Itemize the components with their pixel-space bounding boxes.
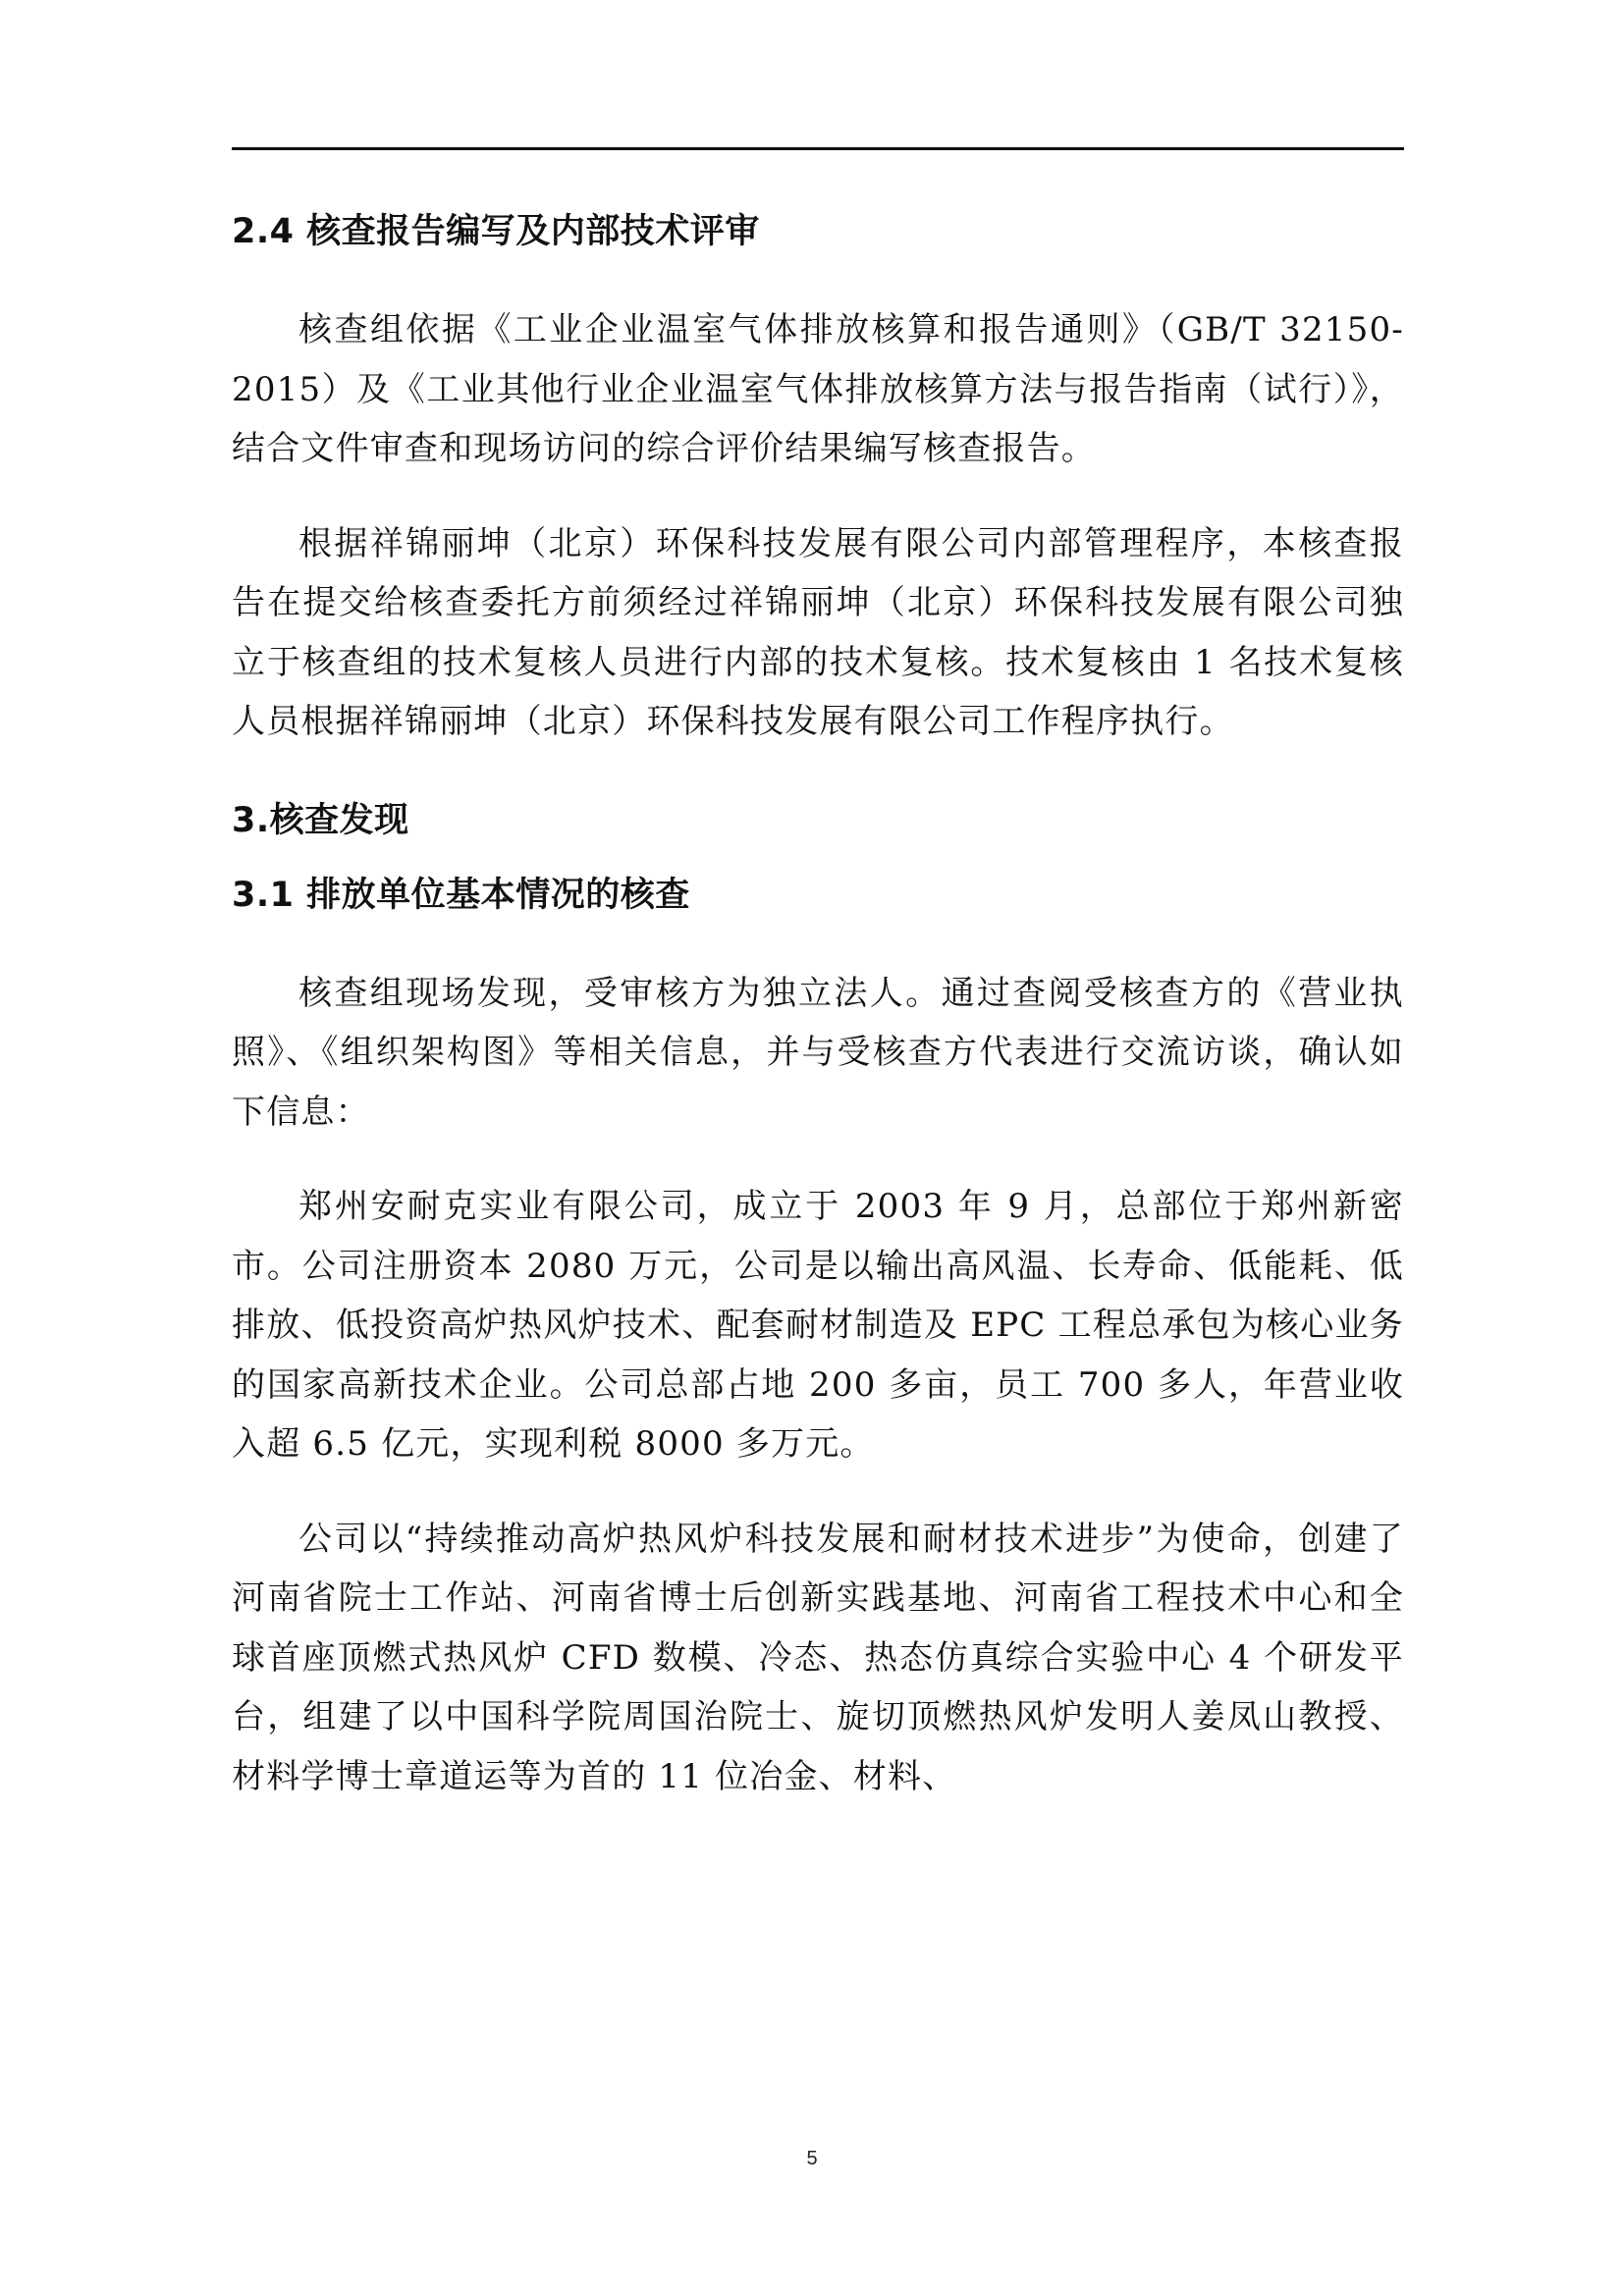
- document-body: [232, 192, 1404, 1842]
- paragraph: 根据祥锦丽坤（北京）环保科技发展有限公司内部管理程序，本核查报告在提交给核查委托方前须经过祥锦丽坤（北京）环保科技发展有限公司独立于核查组的技术复核人员进行内部的技术复核。技术复核由 1 名技术复核人员根据祥锦丽坤（北京）环保科技发展有限公司工作程序执行。: [232, 523, 1404, 741]
- section-heading-3-1: 3.1 排放单位基本情况的核查: [232, 875, 690, 915]
- paragraph: 郑州安耐克实业有限公司，成立于 2003 年 9 月，总部位于郑州新密市。公司注册资本 2080 万元，公司是以输出高风温、长寿命、低能耗、低排放、低投资高炉热风炉技术、配套耐材制造及 EPC 工程总承包为核心业务的国家高新技术企业。公司总部占地 200 多亩，员工 700 多人，年营业收入超 6.5 亿元，实现利税 8000 多万元。: [232, 1187, 1404, 1464]
- page-number: 5: [806, 2148, 818, 2169]
- section-heading-2-4: 2.4 核查报告编写及内部技术评审: [232, 212, 760, 251]
- header-rule: [232, 147, 1404, 150]
- paragraph: 公司以“持续推动高炉热风炉科技发展和耐材技术进步”为使命，创建了河南省院士工作站、河南省博士后创新实践基地、河南省工程技术中心和全球首座顶燃式热风炉 CFD 数模、冷态、热态仿真综合实验中心 4 个研发平台，组建了以中国科学院周国治院士、旋切顶燃热风炉发明人姜凤山教授、材料学博士章道运等为首的 11 位冶金、材料、: [232, 1519, 1404, 1796]
- paragraph: 核查组依据《工业企业温室气体排放核算和报告通则》（GB/T 32150-2015）及《工业其他行业企业温室气体排放核算方法与报告指南（试行）》，结合文件审查和现场访问的综合评价结果编写核查报告。: [232, 310, 1404, 468]
- section-heading-3: 3.核查发现: [232, 800, 409, 840]
- paragraph: 核查组现场发现，受审核方为独立法人。通过查阅受核查方的《营业执照》、《组织架构图》等相关信息，并与受核查方代表进行交流访谈，确认如下信息：: [232, 973, 1404, 1132]
